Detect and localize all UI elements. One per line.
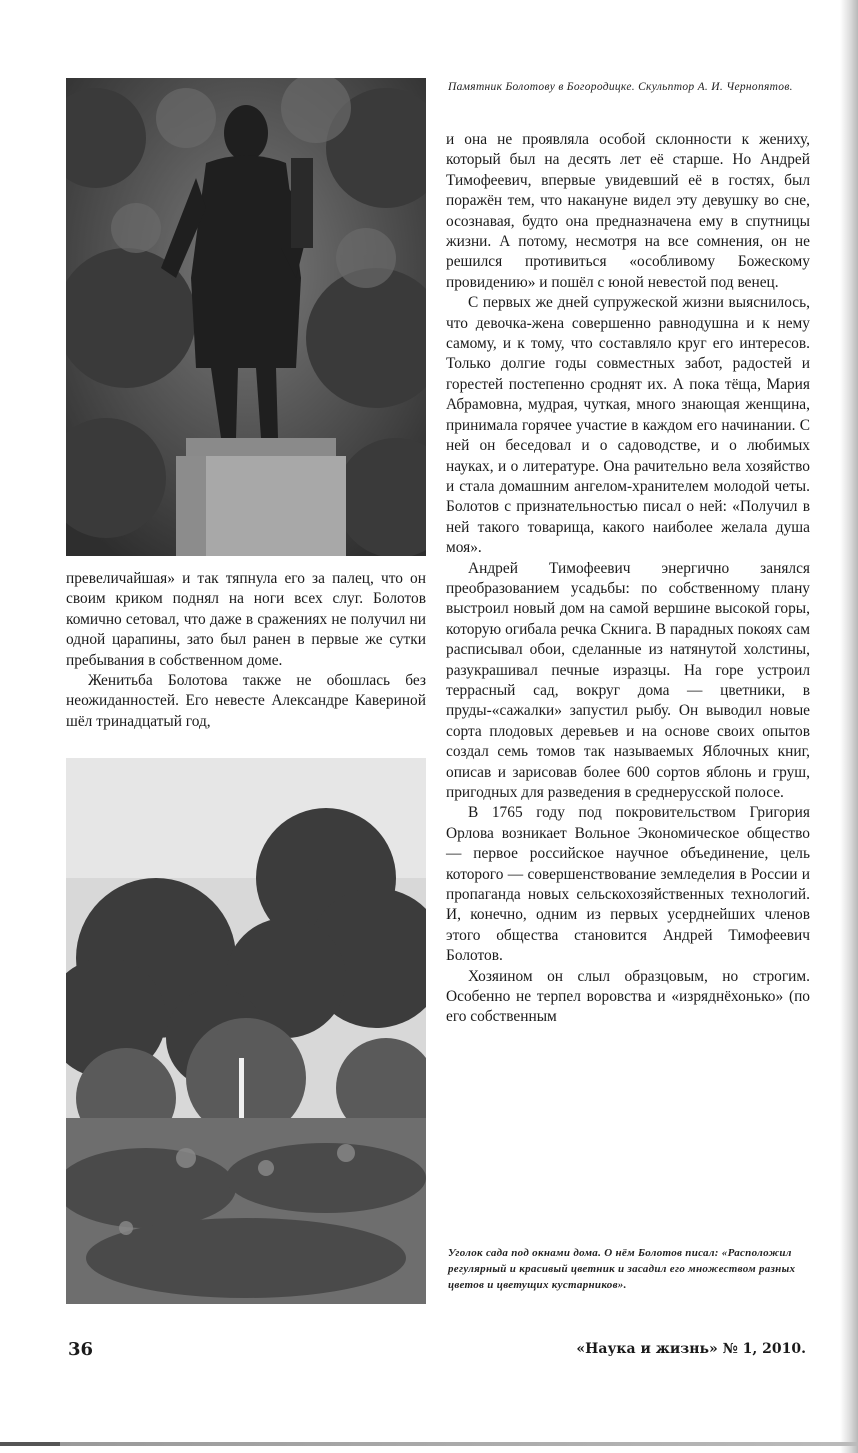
paragraph: Хозяином он слыл образцовым, но строгим. Особенно не терпел воровства и «изряднёхонько» (по его собственным [446, 967, 810, 1026]
page-number: 36 [68, 1339, 94, 1360]
monument-caption: Памятник Болотову в Богородицке. Скульптор А. И. Чернопятов. [448, 81, 793, 93]
paragraph: Андрей Тимофеевич энергично занялся преобразованием усадьбы: по собственному плану выстроил новый дом на самой вершине высокой горы, которую огибала речка Скнига. В парадных покоях сам расписывал обои, сделанные из натянутой холстины, разукрашивал печные изразцы. На горе устроил террасный сад, вокруг дома — цветники, в пруды-«сажалки» запустил рыбу. Он выводил новые сорта плодовых деревьев и на основе своих опытов создал семь томов так называемых Яблочных книг, описав и зарисовав более 600 сортов яблонь и груш, пригодных для разведения в среднерусской полосе. [446, 559, 810, 801]
page-edge-shadow [840, 0, 858, 1453]
paragraph: С первых же дней супружеской жизни выяснилось, что девочка-жена совершенно равнодушна и к нему самому, и к тому, что составляло круг его интересов. Только долгие годы совместных забот, радостей и горестей постепенно сроднят их. А пока тёща, Мария Абрамовна, мудрая, чуткая, много знающая женщина, принимала горячее участие в каждом его начинании. С ней он беседовал и о садоводстве, и о любимых науках, и о литературе. Она рачительно вела хозяйство и стала домашним ангелом-хранителем молодой четы. Болотов с признательностью писал о ней: «Получил в ней такого товарища, какого наиболее желала душа моя». [446, 294, 810, 557]
journal-title: «Наука и жизнь» № 1, 2010. [576, 1341, 806, 1357]
right-column [446, 130, 810, 1028]
paragraph: превеличайшая» и так тяпнула его за палец, что он своим криком поднял на ноги всех слуг. Болотов комично сетовал, что даже в сражениях не получил ни одной царапины, зато был ранен в первые же сутки пребывания в собственном доме. [66, 570, 426, 669]
garden-photo [66, 758, 426, 1304]
monument-photo [66, 78, 426, 556]
scan-bottom-edge [0, 1442, 858, 1446]
paragraph: В 1765 году под покровительством Григория Орлова возникает Вольное Экономическое общество — первое российское научное объединение, цель которого — совершенствование земледелия в России и пропаганда новых сельскохозяйственных технологий. И, конечно, одним из первых усерднейших членов этого общества становится Андрей Тимофеевич Болотов. [446, 804, 810, 965]
garden-caption: Уголок сада под окнами дома. О нём Болотов писал: «Расположил регулярный и красивый цветник и засадил его множеством разных цветов и цветущих кустарников». [448, 1247, 796, 1291]
paragraph: и она не проявляла особой склонности к жениху, который был на десять лет её старше. Но Андрей Тимофеевич, впервые увидевший её в гостях, был поражён тем, что накануне видел эту девушку во сне, осознавая, будто она предназначена ему в спутницы жизни. А потому, несмотря на все сомнения, он не решился противиться «особливому Божескому провидению» и пошёл с юной невестой под венец. [446, 131, 810, 291]
paragraph: Женитьба Болотова также не обошлась без неожиданностей. Его невесте Александре Кавериной шёл тринадцатый год, [66, 672, 426, 730]
left-column [66, 569, 426, 732]
